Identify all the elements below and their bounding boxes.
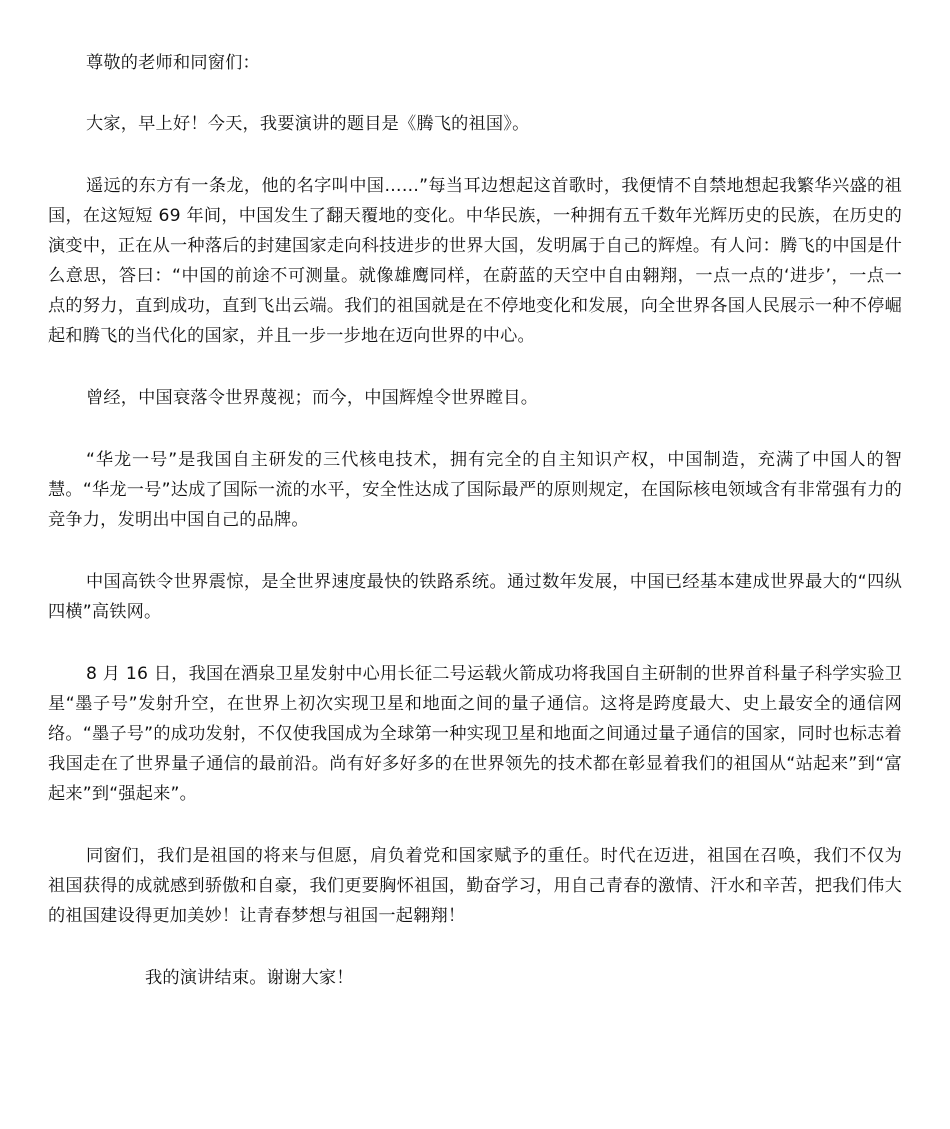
paragraph-high-speed-rail: 中国高铁令世界震惊，是全世界速度最快的铁路系统。通过数年发展，中国已经基本建成世界最大的“四纵四横”高铁网。 [48,572,902,622]
paragraph-call-to-students: 同窗们，我们是祖国的将来与但愿，肩负着党和国家赋予的重任。时代在迈进，祖国在召唤，我们不仅为祖国获得的成就感到骄傲和自豪，我们更要胸怀祖国，勤奋学习，用自己青春的激情、汗水和辛苦，把我们伟大的祖国建设得更加美妙！让青春梦想与祖国一起翱翔！ [48,846,902,926]
salutation: 尊敬的老师和同窗们： [86,53,260,73]
closing-line: 我的演讲结束。谢谢大家！ [145,968,354,988]
paragraph-greeting: 大家，早上好！今天，我要演讲的题目是《腾飞的祖国》。 [86,114,530,134]
paragraph-dragon-song: 遥远的东方有一条龙，他的名字叫中国……”每当耳边想起这首歌时，我便情不自禁地想起我繁华兴盛的祖国，在这短短 69 年间，中国发生了翻天覆地的变化。中华民族，一种拥有五千数年光辉历史的民族，在历史的演变中，正在从一种落后的封建国家走向科技进步的世界大国，发明属于自己的辉煌。有人问：腾飞的中国是什么意思，答曰：“中国的前途不可测量。就像雄鹰同样，在蔚蓝的天空中自由翱翔，一点一点的‘进步’，一点一点的努力，直到成功，直到飞出云端。我们的祖国就是在不停地变化和发展，向全世界各国人民展示一种不停崛起和腾飞的当代化的国家，并且一步一步地在迈向世界的中心。 [48,176,902,346]
paragraph-mozi-satellite: 8 月 16 日，我国在酒泉卫星发射中心用长征二号运载火箭成功将我国自主研制的世界首科量子科学实验卫星“墨子号”发射升空，在世界上初次实现卫星和地面之间的量子通信。这将是跨度最大、史上最安全的通信网络。“墨子号”的成功发射，不仅使我国成为全球第一种实现卫星和地面之间通过量子通信的国家，同时也标志着我国走在了世界量子通信的最前沿。尚有好多好多的在世界领先的技术都在彰显着我们的祖国从“站起来”到“富起来”到“强起来”。 [48,664,902,804]
speech-document [48,48,902,1025]
paragraph-hualong-one: “华龙一号”是我国自主研发的三代核电技术，拥有完全的自主知识产权，中国制造，充满了中国人的智慧。“华龙一号”达成了国际一流的水平，安全性达成了国际最严的原则规定，在国际核电领域含有非常强有力的竞争力，发明出中国自己的品牌。 [48,450,902,530]
paragraph-past-present: 曾经，中国衰落令世界蔑视；而今，中国辉煌令世界瞠目。 [86,388,539,408]
